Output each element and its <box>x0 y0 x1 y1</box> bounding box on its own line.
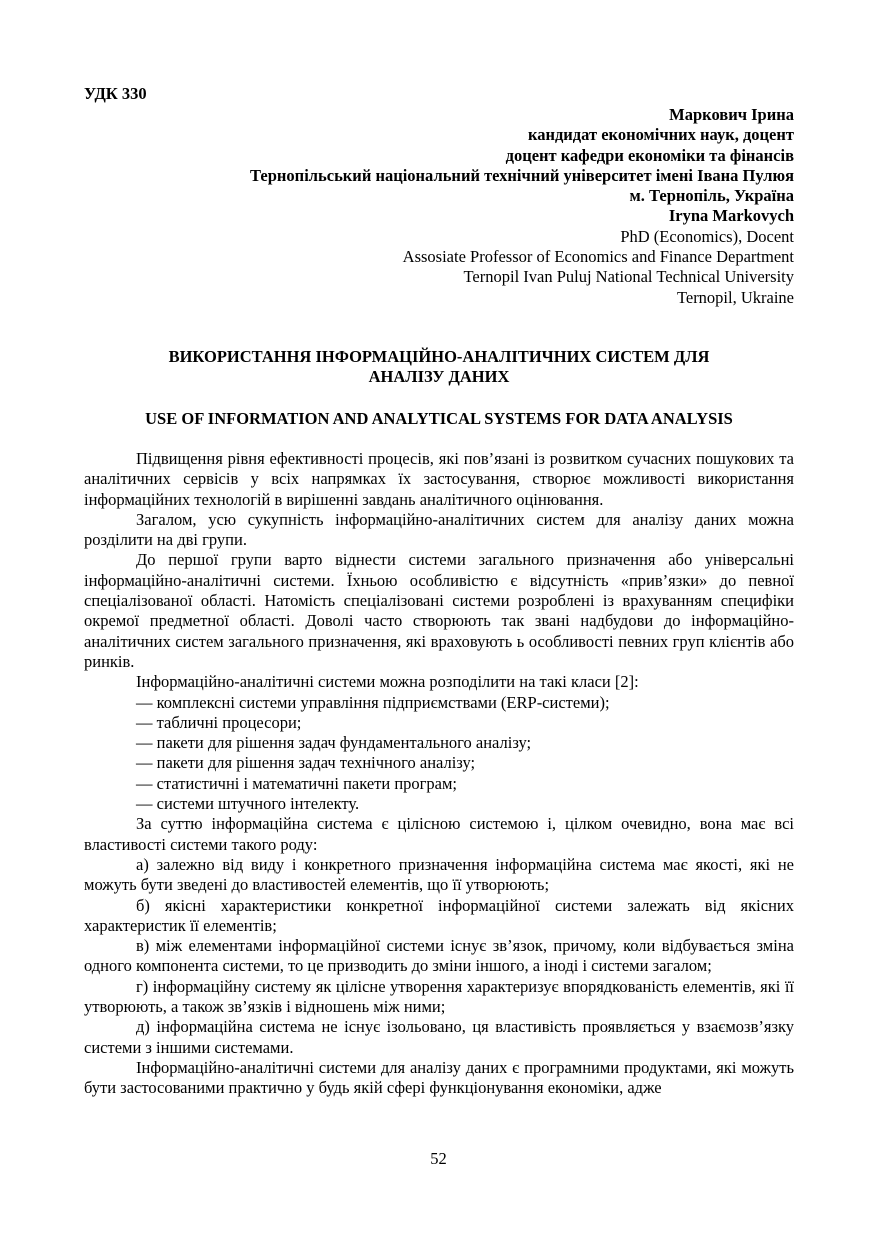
title-ua-line: ВИКОРИСТАННЯ ІНФОРМАЦІЙНО-АНАЛІТИЧНИХ СИСТЕМ ДЛЯ <box>168 347 710 366</box>
paragraph: д) інформаційна система не існує ізольовано, ця властивість проявляється у взаємозв’язку системи з іншими системами. <box>84 1017 794 1057</box>
paragraph: б) якісні характеристики конкретної інформаційної системи залежать від якісних характеристик її елементів; <box>84 895 794 935</box>
list-item: — пакети для рішення задач фундаментального аналізу; <box>136 733 532 753</box>
article-body <box>84 449 794 1099</box>
paragraph: Підвищення рівня ефективності процесів, які пов’язані із розвитком сучасних пошукових та аналітичних сервісів у всіх напрямках їх застосування, створює можливості використання інформаційних технологій в вирішенні завдань аналітичного оцінювання. <box>84 449 794 509</box>
author-name-ua: Маркович Ірина <box>669 105 794 124</box>
paragraph: г) інформаційну систему як цілісне утворення характеризує впорядкованість елементів, які її утворюють, а також зв’язків і відношень між ними; <box>84 976 794 1017</box>
list-item: — статистичні і математичні пакети програм; <box>136 773 458 793</box>
author-name-en: Iryna Markovych <box>668 206 794 226</box>
paragraph: Загалом, усю сукупність інформаційно-аналітичних систем для аналізу даних можна розділити на дві групи. <box>84 509 794 550</box>
list-item: — системи штучного інтелекту. <box>136 794 360 814</box>
author-position-ua: доцент кафедри економіки та фінансів <box>505 145 794 165</box>
list-item: — пакети для рішення задач технічного аналізу; <box>136 753 476 773</box>
author-city-en: Ternopil, Ukraine <box>676 287 794 307</box>
paragraph: а) залежно від виду і конкретного призначення інформаційна система має якості, які не можуть бути зведені до властивостей елементів, що її утворюють; <box>84 854 794 895</box>
author-degree-en: PhD (Economics), Docent <box>620 226 794 246</box>
paragraph: Інформаційно-аналітичні системи можна розподілити на такі класи [2]: <box>136 672 639 692</box>
author-university-en: Ternopil Ivan Puluj National Technical University <box>463 267 794 287</box>
article-title-ua <box>84 347 794 387</box>
list-item: — комплексні системи управління підприємствами (ERP-системи); <box>136 692 610 712</box>
paragraph: За суттю інформаційна система є цілісною системою і, цілком очевидно, вона має всі властивості системи такого роду: <box>84 814 794 854</box>
author-degree-ua: кандидат економічних наук, доцент <box>527 125 794 145</box>
author-city-ua: м. Тернопіль, Україна <box>629 186 794 206</box>
author-block <box>250 105 794 308</box>
page-number: 52 <box>430 1149 447 1168</box>
udk-code: УДК 330 <box>84 84 147 103</box>
paragraph: Інформаційно-аналітичні системи для аналізу даних є програмними продуктами, які можуть бути застосованими практично у будь якій сфері функціонування економіки, адже <box>84 1057 794 1098</box>
author-position-en: Assosiate Professor of Economics and Finance Department <box>402 247 794 267</box>
paragraph: в) між елементами інформаційної системи існує зв’язок, причому, коли відбувається зміна одного компонента системи, то це призводить до зміни іншого, а іноді і системи загалом; <box>84 936 794 976</box>
article-title-en: USE OF INFORMATION AND ANALYTICAL SYSTEMS FOR DATA ANALYSIS <box>145 409 733 428</box>
author-university-ua: Тернопільський національний технічний університет імені Івана Пулюя <box>250 165 794 185</box>
paragraph: До першої групи варто віднести системи загального призначення або універсальні інформаційно-аналітичні системи. Їхньою особливістю є відсутність «прив’язки» до певної спеціалізованої області. Натомість спеціалізовані системи розроблені із врахуванням специфіки окремої предметної області. Доволі часто створюють так звані надбудови до інформаційно-аналітичних систем загального призначення, які враховують ь особливості певних груп клієнтів або ринків. <box>84 550 794 671</box>
list-item: — табличні процесори; <box>136 712 302 732</box>
title-ua-line: АНАЛІЗУ ДАНИХ <box>368 367 510 386</box>
